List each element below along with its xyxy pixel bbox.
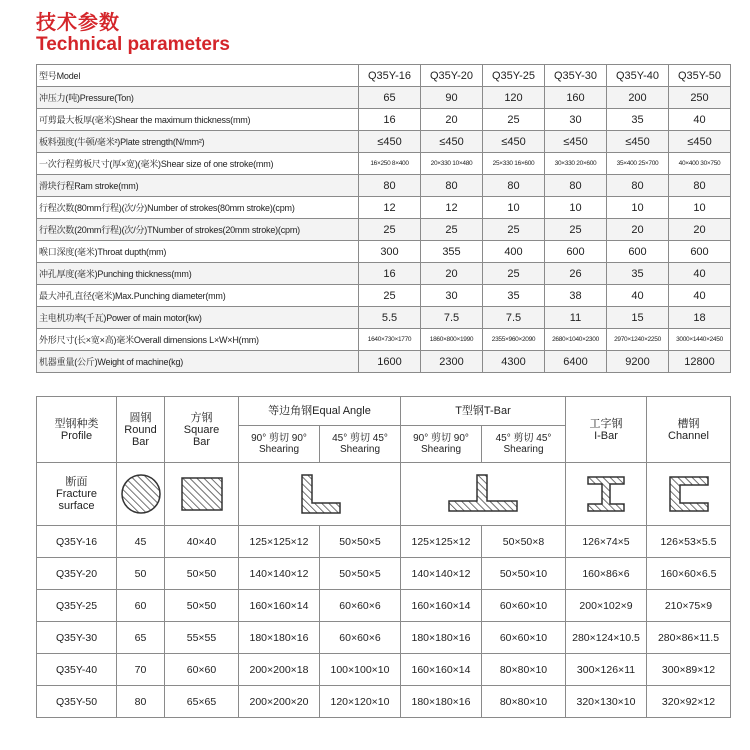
- profile-value: 160×160×14: [401, 590, 482, 622]
- profile-model: Q35Y-16: [37, 526, 117, 558]
- spec-value: 5.5: [359, 307, 421, 329]
- equal-angle-90-header: 90° 剪切 90° Shearing: [239, 426, 320, 463]
- spec-row: [37, 109, 731, 131]
- spec-value: 10: [607, 197, 669, 219]
- spec-value: 12: [359, 197, 421, 219]
- spec-row: [37, 263, 731, 285]
- profile-value: 50×50: [165, 590, 239, 622]
- spec-value: ≤450: [483, 131, 545, 153]
- spec-value: 26: [545, 263, 607, 285]
- square-bar-shape: [165, 463, 239, 526]
- spec-value: 20: [421, 263, 483, 285]
- spec-value: 2300: [421, 351, 483, 373]
- spec-value: 80: [483, 175, 545, 197]
- spec-label: 一次行程剪板尺寸(厚×宽)(毫米)Shear size of one stroke(mm): [37, 153, 359, 175]
- spec-label: 滑块行程Ram stroke(mm): [37, 175, 359, 197]
- spec-label: 板料强度(牛顿/毫米²)Plate strength(N/mm²): [37, 131, 359, 153]
- spec-value: 25: [359, 285, 421, 307]
- profile-model: Q35Y-30: [37, 622, 117, 654]
- spec-value: ≤450: [545, 131, 607, 153]
- spec-row: [37, 131, 731, 153]
- spec-value: 12800: [669, 351, 731, 373]
- round-bar-icon: [120, 473, 162, 515]
- spec-value: 40: [669, 263, 731, 285]
- spec-value: 10: [483, 197, 545, 219]
- profile-table: [36, 396, 731, 718]
- spec-value: 6400: [545, 351, 607, 373]
- profile-value: 320×130×10: [566, 686, 647, 718]
- i-bar-shape: [566, 463, 647, 526]
- spec-value: 2680×1040×2300: [545, 329, 607, 351]
- profile-value: 60×60×10: [482, 622, 566, 654]
- profile-value: 60×60: [165, 654, 239, 686]
- t-bar-shape: [401, 463, 566, 526]
- profile-value: 50×50×8: [482, 526, 566, 558]
- spec-value: 80: [421, 175, 483, 197]
- spec-label: 可剪最大板厚(毫米)Shear the maximum thickness(mm): [37, 109, 359, 131]
- equal-angle-45-header: 45° 剪切 45° Shearing: [320, 426, 401, 463]
- spec-row: [37, 285, 731, 307]
- spec-value: 65: [359, 87, 421, 109]
- profile-value: 80: [117, 686, 165, 718]
- spec-row: [37, 87, 731, 109]
- profile-value: 100×100×10: [320, 654, 401, 686]
- spec-value: 16: [359, 263, 421, 285]
- spec-value: 38: [545, 285, 607, 307]
- profile-row: [37, 622, 731, 654]
- spec-value: 4300: [483, 351, 545, 373]
- spec-value: 40×400 30×750: [669, 153, 731, 175]
- spec-value: 20×330 10×480: [421, 153, 483, 175]
- spec-value: 12: [421, 197, 483, 219]
- spec-value: ≤450: [359, 131, 421, 153]
- spec-value: 400: [483, 241, 545, 263]
- profile-value: 200×102×9: [566, 590, 647, 622]
- spec-value: 200: [607, 87, 669, 109]
- spec-value: 25×330 16×600: [483, 153, 545, 175]
- channel-shape: [647, 463, 731, 526]
- spec-value: 16×250 8×400: [359, 153, 421, 175]
- spec-value: 2970×1240×2250: [607, 329, 669, 351]
- profile-value: 300×126×11: [566, 654, 647, 686]
- profile-value: 65×65: [165, 686, 239, 718]
- spec-value: ≤450: [607, 131, 669, 153]
- profile-value: 300×89×12: [647, 654, 731, 686]
- spec-value: 20: [421, 109, 483, 131]
- channel-icon: [668, 475, 710, 513]
- spec-value: 20: [669, 219, 731, 241]
- equal-angle-shape: [239, 463, 401, 526]
- spec-value: 80: [359, 175, 421, 197]
- spec-value: 2355×960×2090: [483, 329, 545, 351]
- spec-value: 25: [483, 219, 545, 241]
- spec-value: 40: [669, 109, 731, 131]
- spec-value: 11: [545, 307, 607, 329]
- fracture-header: 断面 Fracture surface: [37, 463, 117, 526]
- spec-value: 600: [607, 241, 669, 263]
- spec-label: 冲压力(吨)Pressure(Ton): [37, 87, 359, 109]
- model-header: Q35Y-30: [545, 65, 607, 87]
- spec-row: [37, 351, 731, 373]
- spec-value: 25: [545, 219, 607, 241]
- profile-row: [37, 526, 731, 558]
- spec-value: 1860×800×1990: [421, 329, 483, 351]
- equal-angle-header: 等边角钢Equal Angle: [239, 397, 401, 426]
- profile-value: 210×75×9: [647, 590, 731, 622]
- spec-value: 15: [607, 307, 669, 329]
- spec-row: [37, 307, 731, 329]
- spec-value: 35: [483, 285, 545, 307]
- profile-value: 160×60×6.5: [647, 558, 731, 590]
- profile-value: 140×140×12: [401, 558, 482, 590]
- spec-value: 1600: [359, 351, 421, 373]
- spec-value: 40: [607, 285, 669, 307]
- profile-value: 50×50×10: [482, 558, 566, 590]
- profile-value: 50×50: [165, 558, 239, 590]
- spec-value: ≤450: [669, 131, 731, 153]
- round-bar-shape: [117, 463, 165, 526]
- profile-value: 280×124×10.5: [566, 622, 647, 654]
- profile-header: 型钢种类 Profile: [37, 397, 117, 463]
- spec-value: 35: [607, 263, 669, 285]
- profile-value: 60×60×6: [320, 622, 401, 654]
- spec-row: [37, 175, 731, 197]
- profile-value: 50×50×5: [320, 558, 401, 590]
- profile-value: 120×120×10: [320, 686, 401, 718]
- profile-value: 180×180×16: [239, 622, 320, 654]
- profile-value: 160×160×14: [401, 654, 482, 686]
- profile-value: 55×55: [165, 622, 239, 654]
- profile-value: 140×140×12: [239, 558, 320, 590]
- profile-row: [37, 590, 731, 622]
- profile-row: [37, 654, 731, 686]
- profile-value: 60×60×10: [482, 590, 566, 622]
- spec-value: 9200: [607, 351, 669, 373]
- model-label: 型号Model: [37, 65, 359, 87]
- spec-value: 20: [607, 219, 669, 241]
- profile-value: 160×160×14: [239, 590, 320, 622]
- title-english: Technical parameters: [36, 34, 230, 55]
- spec-value: 80: [669, 175, 731, 197]
- spec-value: 1640×730×1770: [359, 329, 421, 351]
- t-bar-45-header: 45° 剪切 45° Shearing: [482, 426, 566, 463]
- spec-value: 25: [483, 263, 545, 285]
- equal-angle-icon: [298, 473, 342, 515]
- profile-model: Q35Y-40: [37, 654, 117, 686]
- t-bar-header: T型钢T-Bar: [401, 397, 566, 426]
- profile-value: 70: [117, 654, 165, 686]
- spec-label: 机器重量(公斤)Weight of machine(kg): [37, 351, 359, 373]
- profile-value: 180×180×16: [401, 686, 482, 718]
- spec-row: [37, 219, 731, 241]
- t-bar-90-header: 90° 剪切 90° Shearing: [401, 426, 482, 463]
- spec-value: 30×330 20×600: [545, 153, 607, 175]
- spec-value: 250: [669, 87, 731, 109]
- spec-row: [37, 329, 731, 351]
- spec-value: 35×400 25×700: [607, 153, 669, 175]
- profile-value: 60×60×6: [320, 590, 401, 622]
- spec-value: 25: [421, 219, 483, 241]
- i-bar-icon: [586, 475, 626, 513]
- model-header: Q35Y-25: [483, 65, 545, 87]
- profile-value: 126×53×5.5: [647, 526, 731, 558]
- profile-value: 50×50×5: [320, 526, 401, 558]
- spec-value: 7.5: [421, 307, 483, 329]
- spec-value: 120: [483, 87, 545, 109]
- spec-label: 主电机功率(千瓦)Power of main motor(kw): [37, 307, 359, 329]
- profile-value: 45: [117, 526, 165, 558]
- spec-value: 600: [669, 241, 731, 263]
- i-bar-header: 工字钢 I-Bar: [566, 397, 647, 463]
- profile-value: 126×74×5: [566, 526, 647, 558]
- model-header: Q35Y-40: [607, 65, 669, 87]
- profile-value: 200×200×20: [239, 686, 320, 718]
- spec-value: 25: [483, 109, 545, 131]
- spec-label: 冲孔厚度(毫米)Punching thickness(mm): [37, 263, 359, 285]
- profile-value: 40×40: [165, 526, 239, 558]
- spec-value: 25: [359, 219, 421, 241]
- spec-value: 80: [607, 175, 669, 197]
- profile-value: 60: [117, 590, 165, 622]
- spec-value: 7.5: [483, 307, 545, 329]
- channel-header: 槽钢 Channel: [647, 397, 731, 463]
- spec-value: 90: [421, 87, 483, 109]
- profile-value: 125×125×12: [401, 526, 482, 558]
- spec-value: 35: [607, 109, 669, 131]
- model-header: Q35Y-20: [421, 65, 483, 87]
- spec-value: 10: [545, 197, 607, 219]
- spec-value: 600: [545, 241, 607, 263]
- profile-value: 80×80×10: [482, 686, 566, 718]
- t-bar-icon: [447, 473, 519, 515]
- profile-model: Q35Y-20: [37, 558, 117, 590]
- spec-value: 355: [421, 241, 483, 263]
- spec-label: 行程次数(20mm行程)(次/分)TNumber of strokes(20mm stroke)(cpm): [37, 219, 359, 241]
- spec-label: 外形尺寸(长×宽×高)毫米Overall dimensions L×W×H(mm): [37, 329, 359, 351]
- spec-table: [36, 64, 731, 373]
- spec-value: 3000×1440×2450: [669, 329, 731, 351]
- profile-value: 200×200×18: [239, 654, 320, 686]
- profile-value: 280×86×11.5: [647, 622, 731, 654]
- spec-value: 16: [359, 109, 421, 131]
- spec-label: 喉口深度(毫米)Throat dupth(mm): [37, 241, 359, 263]
- spec-row: [37, 153, 731, 175]
- title-chinese: 技术参数: [36, 10, 120, 34]
- spec-value: 10: [669, 197, 731, 219]
- spec-value: 40: [669, 285, 731, 307]
- profile-value: 320×92×12: [647, 686, 731, 718]
- spec-value: 80: [545, 175, 607, 197]
- spec-label: 最大冲孔直径(毫米)Max.Punching diameter(mm): [37, 285, 359, 307]
- profile-model: Q35Y-25: [37, 590, 117, 622]
- spec-header-row: [37, 65, 731, 87]
- spec-row: [37, 197, 731, 219]
- spec-value: 18: [669, 307, 731, 329]
- spec-label: 行程次数(80mm行程)(次/分)Number of strokes(80mm stroke)(cpm): [37, 197, 359, 219]
- round-bar-header: 圆钢 Round Bar: [117, 397, 165, 463]
- profile-value: 50: [117, 558, 165, 590]
- spec-row: [37, 241, 731, 263]
- spec-value: 300: [359, 241, 421, 263]
- profile-value: 65: [117, 622, 165, 654]
- spec-value: 30: [421, 285, 483, 307]
- profile-value: 160×86×6: [566, 558, 647, 590]
- profile-value: 125×125×12: [239, 526, 320, 558]
- profile-model: Q35Y-50: [37, 686, 117, 718]
- model-header: Q35Y-50: [669, 65, 731, 87]
- spec-value: 30: [545, 109, 607, 131]
- spec-value: 160: [545, 87, 607, 109]
- profile-row: [37, 686, 731, 718]
- profile-value: 80×80×10: [482, 654, 566, 686]
- spec-value: ≤450: [421, 131, 483, 153]
- square-bar-icon: [180, 476, 224, 512]
- model-header: Q35Y-16: [359, 65, 421, 87]
- square-bar-header: 方钢 Square Bar: [165, 397, 239, 463]
- profile-value: 180×180×16: [401, 622, 482, 654]
- profile-row: [37, 558, 731, 590]
